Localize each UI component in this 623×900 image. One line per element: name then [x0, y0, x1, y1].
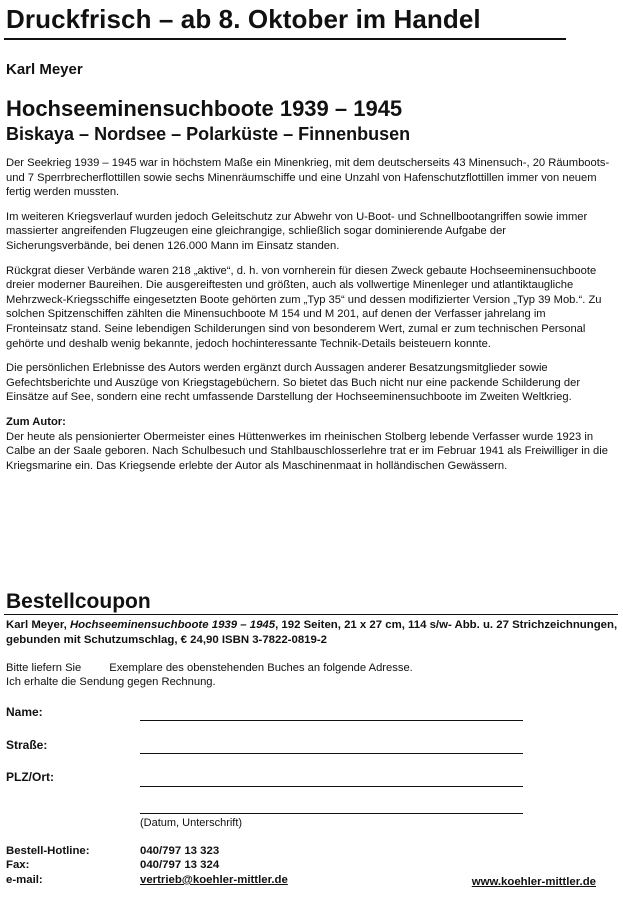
- coupon-book-details: [6, 618, 618, 648]
- order-line-2: Ich erhalte die Sendung gegen Rechnung.: [6, 676, 216, 688]
- fax-number: 040/797 13 324: [140, 859, 220, 871]
- order-instructions: [6, 661, 413, 689]
- name-field[interactable]: [140, 720, 523, 721]
- headline: Druckfrisch – ab 8. Oktober im Handel: [6, 4, 481, 34]
- website-link[interactable]: www.koehler-mittler.de: [471, 876, 596, 888]
- hotline-label: Bestell-Hotline:: [6, 845, 90, 857]
- zip-city-field[interactable]: [140, 786, 523, 787]
- book-description: [6, 156, 610, 483]
- hotline-number: 040/797 13 323: [140, 845, 220, 857]
- signature-field[interactable]: [140, 813, 523, 814]
- coupon-book-title: Hochseeminensuchboote 1939 – 1945: [69, 619, 276, 631]
- fax-label: Fax:: [6, 859, 30, 871]
- coupon-rule: [4, 614, 618, 615]
- signature-label: (Datum, Unterschrift): [140, 817, 243, 829]
- book-title: Hochseeminensuchboote 1939 – 1945: [6, 96, 403, 121]
- headline-rule: [4, 38, 566, 40]
- paragraph-1: Der Seekrieg 1939 – 1945 war in höchstem Maße ein Minenkrieg, mit dem deutscherseits 43 Minensuch-, 20 Räumboots- und 7 Sperrbrecherflottillen sowie sechs Minenräumschiffe und eine Unzahl von Hafenschutzflottillen immer von neuem fertig werden mussten.: [6, 157, 610, 199]
- paragraph-4: Die persönlichen Erlebnisse des Autors werden ergänzt durch Aussagen anderer Besatzungsmitglieder sowie Gefechtsberichte und Auszüge von Kriegstagebüchern. So bietet das Buch nicht nur eine packende Schilderung der Einsätze auf See, sondern eine recht umfassende Darstellung der Hochseeminensuchboote im Zweiten Weltkrieg.: [6, 362, 581, 404]
- paragraph-2: Im weiteren Kriegsverlauf wurden jedoch Geleitschutz zur Abwehr von U-Boot- und Schnellbootangriffen sowie immer massierter angreifenden Flugzeugen eine gleichrangige, schließlich sogar dominierende Aufgabe der Sicherungsverbände, bei denen 126.000 Mann im Einsatz standen.: [6, 210, 588, 252]
- coupon-title: Bestellcoupon: [6, 590, 151, 613]
- name-label: Name:: [6, 705, 43, 719]
- street-label: Straße:: [6, 738, 48, 752]
- book-author: Karl Meyer: [6, 61, 83, 78]
- email-link[interactable]: vertrieb@koehler-mittler.de: [140, 874, 288, 886]
- paragraph-3: Rückgrat dieser Verbände waren 218 „aktive“, d. h. von vornherein für diesen Zweck gebaute Hochseeminensuchboote dreier moderner Baureihen. Die ausgereiftesten und größten, auch als vollwertige Minenleger und atlantiktaugliche Mehrzweck-Kriegsschiffe eingesetzten Boote gehörten zum „Typ 35“ und dessen modifizierter Version „Typ 39 Mob.“. Zu solchen Spitzenschiffen zählten die Minensuchboote M 154 und M 201, auf denen der Verfasser jahrelang im Fronteinsatz stand. Seine lebendigen Schilderungen sind von besonderem Wert, zumal er zum technischen Personal gehörte und deshalb wenig bekannte, jedoch hochinteressante Technik-Details beisteuern konnte.: [6, 264, 602, 350]
- coupon-author: Karl Meyer,: [6, 619, 70, 631]
- zip-city-label: PLZ/Ort:: [6, 770, 54, 784]
- about-author-text: Der heute als pensionierter Obermeister eines Hüttenwerkes im rheinischen Stolberg lebende Verfasser wurde 1923 in Calbe an der Saale geboren. Nach Schulbesuch und Stahlbauschlosserlehre trat er im Februar 1941 als Freiwilliger in die Kriegsmarine ein. Das Kriegsende erlebte der Autor als Maschinenmaat in holländischen Gewässern.: [6, 430, 608, 472]
- coupon-book-specs: , 192 Seiten, 21 x 27 cm, 114 s/w- Abb. u. 27 Strichzeichnungen, gebunden mit Schutzumschlag, € 24,90 ISBN 3-7822-0819-2: [6, 619, 618, 646]
- email-label: e-mail:: [6, 874, 43, 886]
- order-line-1b: Exemplare des obenstehenden Buches an folgende Adresse.: [109, 662, 413, 674]
- about-author-heading: Zum Autor:: [6, 415, 66, 428]
- order-line-1a: Bitte liefern Sie: [6, 662, 82, 674]
- street-field[interactable]: [140, 753, 523, 754]
- book-subtitle: Biskaya – Nordsee – Polarküste – Finnenbusen: [6, 124, 411, 144]
